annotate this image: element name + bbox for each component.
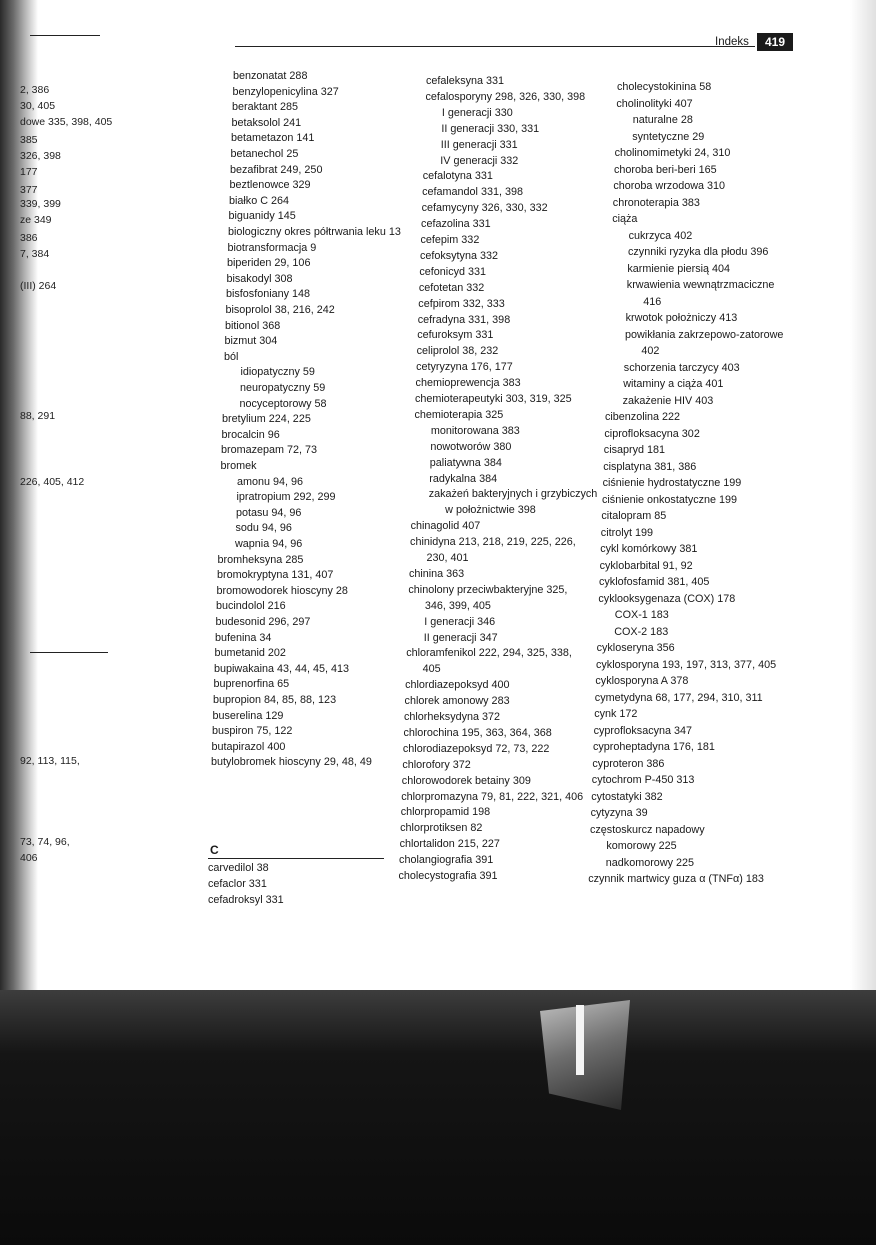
index-entry: czynniki ryzyka dla płodu 396 (628, 246, 769, 258)
running-header: Indeks (715, 36, 749, 48)
previous-page-text: 177 (20, 166, 38, 178)
index-entry: sodu 94, 96 (235, 522, 292, 535)
index-entry: bretylium 224, 225 (222, 413, 311, 426)
index-entry: cyklofosfamid 381, 405 (599, 576, 710, 588)
index-entry: cyklooksygenaza (COX) 178 (598, 592, 736, 605)
index-entry: chlorodiazepoksyd 72, 73, 222 (402, 742, 550, 755)
previous-page-rule (30, 652, 108, 653)
index-entry: ciąża (612, 213, 638, 225)
index-entry: naturalne 28 (632, 114, 693, 126)
previous-page-text: 377 (20, 184, 38, 196)
page-number-badge: 419 (757, 33, 793, 51)
index-entry: cykloseryna 356 (596, 642, 675, 654)
index-entry: budesonid 296, 297 (215, 616, 311, 628)
index-entry: cefadroksyl 331 (208, 894, 284, 906)
index-entry: nowotworów 380 (430, 440, 512, 453)
index-entry: chronoterapia 383 (612, 196, 700, 209)
index-entry: cefradyna 331, 398 (417, 313, 511, 326)
index-entry: IV generacji 332 (440, 154, 519, 167)
index-entry: cefepim 332 (420, 234, 480, 246)
index-entry: chlorheksydyna 372 (404, 711, 501, 723)
index-entry: betametazon 141 (231, 132, 315, 145)
previous-page-text: 30, 405 (20, 100, 56, 112)
index-entry: choroba wrzodowa 310 (613, 180, 726, 192)
index-entry: butylobromek hioscyny 29, 48, 49 (211, 756, 372, 769)
index-entry: chinidyna 213, 218, 219, 225, 226, (410, 536, 576, 549)
index-entry: bisoprolol 38, 216, 242 (225, 304, 335, 316)
index-entry: chemioterapia 325 (414, 408, 504, 421)
index-entry: bromowodorek hioscyny 28 (216, 584, 348, 597)
index-entry: nadkomorowy 225 (605, 856, 695, 869)
index-entry: potasu 94, 96 (236, 506, 302, 519)
index-entry: ciśnienie hydrostatyczne 199 (602, 477, 742, 489)
index-entry: cefamandol 331, 398 (422, 186, 523, 199)
index-entry: cyklosporyna A 378 (595, 675, 689, 687)
index-entry: biperiden 29, 106 (227, 257, 311, 270)
index-entry: chloramfenikol 222, 294, 325, 338, (406, 647, 572, 660)
index-entry: buspiron 75, 122 (212, 725, 293, 738)
index-entry: cykl komórkowy 381 (600, 543, 698, 555)
index-entry: komorowy 225 (606, 840, 677, 852)
previous-page-text: 7, 384 (20, 248, 50, 260)
index-entry: cisplatyna 381, 386 (603, 460, 697, 473)
index-entry: celiprolol 38, 232 (416, 345, 499, 358)
index-entry: monitorowana 383 (430, 424, 520, 437)
index-entry: II generacji 330, 331 (441, 122, 540, 135)
header-rule (235, 46, 755, 47)
index-entry: 346, 399, 405 (424, 599, 491, 612)
index-entry: bitionol 368 (225, 319, 281, 332)
index-entry: bisakodyl 308 (226, 272, 293, 285)
index-entry: bromazepam 72, 73 (221, 444, 318, 457)
index-entry: schorzenia tarczycy 403 (623, 361, 740, 374)
index-entry: idiopatyczny 59 (240, 366, 315, 379)
index-entry: 405 (422, 663, 441, 676)
index-entry: cukrzyca 402 (628, 229, 693, 242)
index-entry: I generacji 346 (424, 615, 496, 628)
index-entry: chlordiazepoksyd 400 (405, 679, 510, 692)
index-entry: chlorofory 372 (402, 758, 471, 771)
index-entry: cymetydyna 68, 177, 294, 310, 311 (594, 691, 763, 704)
index-entry: chinagolid 407 (410, 520, 481, 533)
index-entry: bucindolol 216 (216, 600, 286, 613)
index-entry: biologiczny okres półtrwania leku 13 (228, 226, 401, 238)
previous-page-rule (30, 35, 100, 36)
index-entry: cytochrom P-450 313 (591, 774, 695, 786)
index-entry: cyklobarbital 91, 92 (599, 559, 693, 572)
previous-page-text: ze 349 (20, 214, 52, 226)
previous-page-text: 385 (20, 134, 38, 146)
index-entry: krwawienia wewnątrzmaciczne (626, 279, 775, 291)
index-entry: cholecystokinina 58 (617, 81, 712, 93)
index-entry: cytostatyki 382 (591, 790, 663, 803)
index-entry: zakażeń bakteryjnych i grzybiczych (428, 488, 598, 501)
index-entry: beztlenowce 329 (229, 179, 311, 192)
index-entry: cholinomimetyki 24, 310 (614, 147, 731, 159)
index-entry: cefpirom 332, 333 (418, 297, 505, 310)
index-entry: chlorek amonowy 283 (404, 695, 510, 708)
previous-page-text: 2, 386 (20, 84, 50, 96)
index-entry: w położnictwie 398 (445, 504, 536, 517)
index-entry: cefonicyd 331 (419, 265, 487, 278)
previous-page-text: (III) 264 (20, 280, 57, 292)
index-entry: ciśnienie onkostatyczne 199 (602, 493, 738, 506)
book-bottom-edge (0, 990, 876, 1245)
index-entry: bizmut 304 (224, 335, 278, 348)
index-entry: II generacji 347 (423, 631, 498, 644)
index-entry: cefuroksym 331 (417, 329, 494, 342)
index-entry: biguanidy 145 (228, 210, 296, 223)
index-entry: białko C 264 (229, 194, 290, 207)
index-entry: benzonatat 288 (233, 70, 308, 82)
section-rule (208, 858, 384, 859)
index-entry: neuropatyczny 59 (240, 382, 326, 394)
index-entry: chlorowodorek betainy 309 (401, 774, 531, 787)
index-entry: amonu 94, 96 (237, 475, 304, 488)
index-entry: COX-1 183 (614, 609, 669, 621)
previous-page-text: 406 (20, 852, 38, 864)
previous-page-text: 326, 398 (20, 150, 61, 162)
index-entry: cefaleksyna 331 (426, 75, 505, 87)
previous-page-text: 73, 74, 96, (20, 836, 70, 848)
index-entry: cefoksytyna 332 (419, 249, 498, 262)
index-entry: syntetyczne 29 (632, 130, 705, 143)
previous-page-text: 92, 113, 115, (20, 755, 80, 767)
index-entry: cholangiografia 391 (399, 854, 494, 867)
index-entry: choroba beri-beri 165 (614, 163, 717, 176)
index-entry: bromek (220, 460, 257, 472)
index-entry: zakażenie HIV 403 (622, 394, 714, 407)
index-entry: chlorochina 195, 363, 364, 368 (403, 726, 552, 739)
index-entry: cefalosporyny 298, 326, 330, 398 (425, 90, 586, 103)
previous-page-fragment (0, 0, 113, 1000)
index-entry: karmienie piersią 404 (627, 262, 731, 275)
index-entry: chemioprewencja 383 (415, 377, 521, 390)
index-entry: chinolony przeciwbakteryjne 325, (408, 583, 568, 596)
index-entry: cholinolityki 407 (616, 97, 693, 110)
index-entry: krwotok położniczy 413 (625, 312, 738, 324)
index-entry: cetyryzyna 176, 177 (416, 361, 513, 374)
previous-page-text: 339, 399 (20, 198, 61, 210)
index-entry: chlortalidon 215, 227 (399, 838, 500, 851)
index-entry: cytyzyna 39 (590, 807, 648, 819)
index-entry: COX-2 183 (614, 625, 669, 638)
index-entry: 230, 401 (426, 552, 469, 564)
index-entry: citalopram 85 (601, 510, 667, 522)
previous-page-text: 88, 291 (20, 410, 56, 422)
index-entry: cyproheptadyna 176, 181 (593, 741, 715, 753)
index-entry: III generacji 331 (440, 138, 518, 151)
index-entry: betanechol 25 (230, 148, 299, 160)
index-entry: czynnik martwicy guza α (TNFα) 183 (588, 873, 764, 885)
index-entry: cyprofloksacyna 347 (593, 724, 693, 737)
index-entry: bumetanid 202 (214, 647, 286, 660)
index-entry: chlorpropamid 198 (400, 806, 491, 819)
index-entry: bezafibrat 249, 250 (230, 163, 323, 176)
index-entry: cholecystografia 391 (398, 870, 498, 882)
index-entry: betaksolol 241 (231, 116, 302, 129)
index-entry: butapirazol 400 (211, 740, 286, 753)
index-entry: ipratropium 292, 299 (236, 491, 336, 504)
index-entry: bromheksyna 285 (217, 553, 304, 566)
index-entry: witaminy a ciąża 401 (623, 378, 724, 390)
index-entry: ciprofloksacyna 302 (604, 427, 700, 440)
index-entry: bupropion 84, 85, 88, 123 (213, 694, 337, 706)
index-entry: cefotetan 332 (418, 281, 485, 294)
previous-page-text: 386 (20, 232, 38, 244)
index-entry: ból (224, 350, 239, 363)
index-entry: paliatywna 384 (429, 456, 502, 469)
page-curl (540, 1000, 630, 1110)
index-entry: cefalotyna 331 (422, 170, 493, 183)
section-letter: C (210, 843, 219, 857)
index-entry: bufenina 34 (215, 631, 272, 644)
index-entry: chemioterapeutyki 303, 319, 325 (415, 393, 572, 405)
index-entry: cefamycyny 326, 330, 332 (421, 202, 548, 215)
index-entry: I generacji 330 (441, 106, 513, 119)
index-entry: powikłania zakrzepowo-zatorowe (625, 328, 784, 341)
index-entry: buprenorfina 65 (213, 678, 290, 691)
index-entry: cisapryd 181 (603, 444, 666, 456)
index-entry: carvedilol 38 (208, 862, 269, 874)
index-entry: 402 (641, 345, 660, 357)
index-entry: cefaclor 331 (208, 878, 267, 890)
bookmark-strip (576, 1005, 584, 1075)
index-entry: buserelina 129 (212, 709, 284, 722)
index-entry: biotransformacja 9 (227, 241, 317, 254)
index-entry: bisfosfoniany 148 (226, 288, 311, 301)
index-entry: nocyceptorowy 58 (239, 397, 327, 410)
index-entry: wapnia 94, 96 (235, 538, 303, 550)
index-entry: citrolyt 199 (600, 526, 654, 539)
index-entry: bromokryptyna 131, 407 (217, 569, 334, 582)
page-shadow (850, 0, 876, 990)
index-entry: bupiwakaina 43, 44, 45, 413 (214, 662, 350, 675)
index-entry: częstoskurcz napadowy (590, 823, 705, 836)
index-entry: chinina 363 (408, 567, 465, 580)
index-entry: benzylopenicylina 327 (232, 85, 339, 98)
index-entry: beraktant 285 (232, 101, 299, 114)
index-entry: 416 (643, 295, 662, 308)
index-entry: brocalcin 96 (221, 428, 280, 441)
index-entry: chlorpromazyna 79, 81, 222, 321, 406 (401, 790, 584, 803)
index-entry: cynk 172 (594, 708, 638, 720)
index-entry: cefazolina 331 (421, 218, 491, 231)
index-entry: radykalna 384 (429, 472, 498, 485)
index-entry: cibenzolina 222 (605, 411, 681, 423)
previous-page-text: 226, 405, 412 (20, 476, 85, 488)
index-entry: cyklosporyna 193, 197, 313, 377, 405 (596, 658, 777, 671)
index-entry: cyproteron 386 (592, 757, 665, 770)
previous-page-text: dowe 335, 398, 405 (20, 116, 113, 128)
index-entry: chlorprotiksen 82 (400, 822, 483, 835)
